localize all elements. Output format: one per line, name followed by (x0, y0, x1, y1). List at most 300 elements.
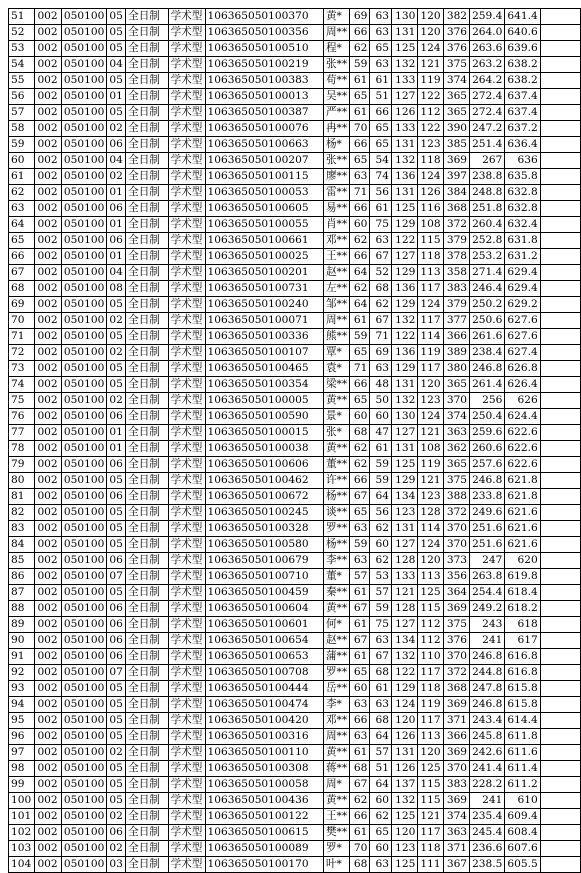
student-name-cell: 黄** (323, 393, 349, 409)
foreign-language-score-cell: 66 (370, 105, 392, 121)
subject-two-score-cell: 113 (418, 569, 443, 585)
retest-score-cell: 246.8 (470, 649, 505, 665)
politics-score-cell: 62 (350, 457, 370, 473)
politics-score-cell: 61 (350, 313, 370, 329)
direction-code-cell: 06 (107, 825, 126, 841)
row-index-cell: 95 (9, 713, 35, 729)
student-name-cell: 樊** (323, 825, 349, 841)
table-row (9, 185, 581, 201)
foreign-language-score-cell: 62 (370, 521, 392, 537)
subject-two-score-cell: 120 (418, 553, 443, 569)
final-total-cell: 638.2 (505, 73, 540, 89)
degree-type-cell: 学术型 (168, 393, 205, 409)
retest-score-cell: 249.6 (470, 505, 505, 521)
student-name-cell: 苟** (323, 73, 349, 89)
study-mode-cell: 全日制 (126, 713, 168, 729)
major-code-cell: 050100 (61, 841, 106, 857)
table-row (9, 89, 581, 105)
politics-score-cell: 66 (350, 377, 370, 393)
student-name-cell: 张** (323, 57, 349, 73)
foreign-language-score-cell: 63 (370, 9, 392, 25)
initial-total-cell: 370 (443, 537, 469, 553)
direction-code-cell: 02 (107, 745, 126, 761)
row-index-cell: 52 (9, 25, 35, 41)
politics-score-cell: 62 (350, 233, 370, 249)
politics-score-cell: 69 (350, 9, 370, 25)
subject-two-score-cell: 126 (418, 185, 443, 201)
student-name-cell: 蒲** (323, 649, 349, 665)
final-total-cell: 611.4 (505, 761, 540, 777)
study-mode-cell: 全日制 (126, 649, 168, 665)
remark-cell (540, 585, 580, 601)
study-mode-cell: 全日制 (126, 665, 168, 681)
study-mode-cell: 全日制 (126, 409, 168, 425)
major-code-cell: 050100 (61, 233, 106, 249)
table-row (9, 505, 581, 521)
direction-code-cell: 06 (107, 601, 126, 617)
degree-type-cell: 学术型 (168, 649, 205, 665)
degree-type-cell: 学术型 (168, 153, 205, 169)
study-mode-cell: 全日制 (126, 729, 168, 745)
remark-cell (540, 521, 580, 537)
remark-cell (540, 633, 580, 649)
foreign-language-score-cell: 63 (370, 697, 392, 713)
exam-number-cell: 106365050100606 (205, 457, 323, 473)
initial-total-cell: 369 (443, 153, 469, 169)
remark-cell (540, 233, 580, 249)
direction-code-cell: 06 (107, 201, 126, 217)
student-name-cell: 董** (323, 457, 349, 473)
remark-cell (540, 201, 580, 217)
row-index-cell: 81 (9, 489, 35, 505)
student-name-cell: 赵** (323, 633, 349, 649)
student-name-cell: 许** (323, 473, 349, 489)
retest-score-cell: 247.2 (470, 121, 505, 137)
initial-total-cell: 374 (443, 409, 469, 425)
foreign-language-score-cell: 60 (370, 841, 392, 857)
unit-code-cell: 002 (35, 745, 61, 761)
exam-number-cell: 106365050100328 (205, 521, 323, 537)
initial-total-cell: 369 (443, 745, 469, 761)
student-name-cell: 严** (323, 105, 349, 121)
study-mode-cell: 全日制 (126, 41, 168, 57)
subject-two-score-cell: 124 (418, 537, 443, 553)
table-row (9, 713, 581, 729)
subject-two-score-cell: 128 (418, 505, 443, 521)
retest-score-cell: 238.8 (470, 169, 505, 185)
major-code-cell: 050100 (61, 697, 106, 713)
final-total-cell: 632.4 (505, 217, 540, 233)
study-mode-cell: 全日制 (126, 361, 168, 377)
degree-type-cell: 学术型 (168, 665, 205, 681)
remark-cell (540, 713, 580, 729)
exam-number-cell: 106365050100510 (205, 41, 323, 57)
degree-type-cell: 学术型 (168, 553, 205, 569)
major-code-cell: 050100 (61, 617, 106, 633)
direction-code-cell: 02 (107, 809, 126, 825)
exam-number-cell: 106365050100370 (205, 9, 323, 25)
initial-total-cell: 383 (443, 281, 469, 297)
row-index-cell: 79 (9, 457, 35, 473)
initial-total-cell: 374 (443, 809, 469, 825)
politics-score-cell: 61 (350, 825, 370, 841)
foreign-language-score-cell: 63 (370, 57, 392, 73)
degree-type-cell: 学术型 (168, 441, 205, 457)
unit-code-cell: 002 (35, 137, 61, 153)
exam-number-cell: 106365050100474 (205, 697, 323, 713)
unit-code-cell: 002 (35, 553, 61, 569)
major-code-cell: 050100 (61, 361, 106, 377)
foreign-language-score-cell: 63 (370, 633, 392, 649)
row-index-cell: 87 (9, 585, 35, 601)
final-total-cell: 622.6 (505, 457, 540, 473)
politics-score-cell: 65 (350, 665, 370, 681)
subject-two-score-cell: 123 (418, 137, 443, 153)
retest-score-cell: 243 (470, 617, 505, 633)
major-code-cell: 050100 (61, 777, 106, 793)
major-code-cell: 050100 (61, 329, 106, 345)
degree-type-cell: 学术型 (168, 249, 205, 265)
row-index-cell: 59 (9, 137, 35, 153)
retest-score-cell: 241.4 (470, 761, 505, 777)
final-total-cell: 627.6 (505, 313, 540, 329)
subject-one-score-cell: 132 (391, 313, 417, 329)
study-mode-cell: 全日制 (126, 793, 168, 809)
subject-one-score-cell: 123 (391, 841, 417, 857)
subject-two-score-cell: 114 (418, 329, 443, 345)
remark-cell (540, 9, 580, 25)
exam-number-cell: 106365050100316 (205, 729, 323, 745)
subject-one-score-cell: 128 (391, 553, 417, 569)
major-code-cell: 050100 (61, 377, 106, 393)
direction-code-cell: 05 (107, 521, 126, 537)
subject-one-score-cell: 125 (391, 857, 417, 873)
unit-code-cell: 002 (35, 569, 61, 585)
politics-score-cell: 70 (350, 121, 370, 137)
unit-code-cell: 002 (35, 633, 61, 649)
major-code-cell: 050100 (61, 809, 106, 825)
exam-number-cell: 106365050100653 (205, 649, 323, 665)
subject-two-score-cell: 115 (418, 777, 443, 793)
final-total-cell: 618 (505, 617, 540, 633)
study-mode-cell: 全日制 (126, 393, 168, 409)
direction-code-cell: 08 (107, 281, 126, 297)
degree-type-cell: 学术型 (168, 713, 205, 729)
major-code-cell: 050100 (61, 729, 106, 745)
remark-cell (540, 473, 580, 489)
retest-score-cell: 254.4 (470, 585, 505, 601)
subject-one-score-cell: 136 (391, 345, 417, 361)
table-row (9, 57, 581, 73)
unit-code-cell: 002 (35, 473, 61, 489)
degree-type-cell: 学术型 (168, 281, 205, 297)
table-row (9, 745, 581, 761)
foreign-language-score-cell: 63 (370, 361, 392, 377)
student-name-cell: 岳** (323, 681, 349, 697)
study-mode-cell: 全日制 (126, 841, 168, 857)
direction-code-cell: 05 (107, 105, 126, 121)
final-total-cell: 627.6 (505, 329, 540, 345)
final-total-cell: 638.2 (505, 57, 540, 73)
initial-total-cell: 375 (443, 473, 469, 489)
table-row (9, 393, 581, 409)
subject-one-score-cell: 123 (391, 505, 417, 521)
exam-number-cell: 106365050100005 (205, 393, 323, 409)
study-mode-cell: 全日制 (126, 441, 168, 457)
foreign-language-score-cell: 54 (370, 153, 392, 169)
subject-two-score-cell: 122 (418, 121, 443, 137)
final-total-cell: 631.2 (505, 249, 540, 265)
exam-number-cell: 106365050100107 (205, 345, 323, 361)
final-total-cell: 635.8 (505, 169, 540, 185)
study-mode-cell: 全日制 (126, 537, 168, 553)
subject-two-score-cell: 124 (418, 297, 443, 313)
subject-one-score-cell: 132 (391, 649, 417, 665)
politics-score-cell: 65 (350, 393, 370, 409)
major-code-cell: 050100 (61, 601, 106, 617)
final-total-cell: 626.4 (505, 377, 540, 393)
direction-code-cell: 01 (107, 89, 126, 105)
table-body (9, 9, 581, 873)
exam-number-cell: 106365050100444 (205, 681, 323, 697)
foreign-language-score-cell: 56 (370, 505, 392, 521)
remark-cell (540, 25, 580, 41)
foreign-language-score-cell: 75 (370, 217, 392, 233)
retest-score-cell: 250.2 (470, 297, 505, 313)
study-mode-cell: 全日制 (126, 153, 168, 169)
student-name-cell: 罗** (323, 665, 349, 681)
row-index-cell: 88 (9, 601, 35, 617)
student-name-cell: 秦** (323, 585, 349, 601)
study-mode-cell: 全日制 (126, 217, 168, 233)
major-code-cell: 050100 (61, 41, 106, 57)
table-row (9, 857, 581, 873)
major-code-cell: 050100 (61, 489, 106, 505)
row-index-cell: 57 (9, 105, 35, 121)
study-mode-cell: 全日制 (126, 745, 168, 761)
remark-cell (540, 841, 580, 857)
retest-score-cell: 271.4 (470, 265, 505, 281)
politics-score-cell: 67 (350, 489, 370, 505)
politics-score-cell: 59 (350, 537, 370, 553)
study-mode-cell: 全日制 (126, 185, 168, 201)
major-code-cell: 050100 (61, 649, 106, 665)
initial-total-cell: 365 (443, 105, 469, 121)
unit-code-cell: 002 (35, 713, 61, 729)
student-name-cell: 易** (323, 201, 349, 217)
subject-one-score-cell: 132 (391, 153, 417, 169)
major-code-cell: 050100 (61, 713, 106, 729)
exam-number-cell: 106365050100071 (205, 313, 323, 329)
foreign-language-score-cell: 63 (370, 25, 392, 41)
exam-number-cell: 106365050100663 (205, 137, 323, 153)
initial-total-cell: 373 (443, 553, 469, 569)
major-code-cell: 050100 (61, 105, 106, 121)
remark-cell (540, 697, 580, 713)
initial-total-cell: 375 (443, 57, 469, 73)
row-index-cell: 77 (9, 425, 35, 441)
foreign-language-score-cell: 59 (370, 601, 392, 617)
direction-code-cell: 04 (107, 265, 126, 281)
subject-two-score-cell: 113 (418, 265, 443, 281)
table-row (9, 249, 581, 265)
unit-code-cell: 002 (35, 457, 61, 473)
final-total-cell: 621.6 (505, 505, 540, 521)
remark-cell (540, 601, 580, 617)
unit-code-cell: 002 (35, 617, 61, 633)
table-row (9, 649, 581, 665)
retest-score-cell: 245.8 (470, 729, 505, 745)
remark-cell (540, 297, 580, 313)
remark-cell (540, 153, 580, 169)
degree-type-cell: 学术型 (168, 777, 205, 793)
subject-one-score-cell: 129 (391, 361, 417, 377)
student-name-cell: 景* (323, 409, 349, 425)
exam-number-cell: 106365050100076 (205, 121, 323, 137)
table-row (9, 409, 581, 425)
subject-one-score-cell: 125 (391, 41, 417, 57)
study-mode-cell: 全日制 (126, 57, 168, 73)
final-total-cell: 615.8 (505, 681, 540, 697)
exam-number-cell: 106365050100661 (205, 233, 323, 249)
remark-cell (540, 73, 580, 89)
exam-number-cell: 106365050100601 (205, 617, 323, 633)
politics-score-cell: 65 (350, 153, 370, 169)
unit-code-cell: 002 (35, 41, 61, 57)
degree-type-cell: 学术型 (168, 137, 205, 153)
degree-type-cell: 学术型 (168, 329, 205, 345)
major-code-cell: 050100 (61, 825, 106, 841)
study-mode-cell: 全日制 (126, 521, 168, 537)
retest-score-cell: 246.8 (470, 697, 505, 713)
subject-one-score-cell: 120 (391, 713, 417, 729)
study-mode-cell: 全日制 (126, 9, 168, 25)
row-index-cell: 56 (9, 89, 35, 105)
subject-one-score-cell: 125 (391, 457, 417, 473)
retest-score-cell: 264.2 (470, 73, 505, 89)
foreign-language-score-cell: 61 (370, 681, 392, 697)
major-code-cell: 050100 (61, 473, 106, 489)
final-total-cell: 611.6 (505, 745, 540, 761)
direction-code-cell: 06 (107, 137, 126, 153)
initial-total-cell: 377 (443, 313, 469, 329)
direction-code-cell: 05 (107, 25, 126, 41)
subject-two-score-cell: 120 (418, 377, 443, 393)
student-name-cell: 周** (323, 313, 349, 329)
table-row (9, 681, 581, 697)
politics-score-cell: 61 (350, 649, 370, 665)
final-total-cell: 617 (505, 633, 540, 649)
final-total-cell: 626.8 (505, 361, 540, 377)
politics-score-cell: 63 (350, 729, 370, 745)
politics-score-cell: 66 (350, 473, 370, 489)
major-code-cell: 050100 (61, 313, 106, 329)
remark-cell (540, 313, 580, 329)
subject-one-score-cell: 127 (391, 89, 417, 105)
retest-score-cell: 246.8 (470, 473, 505, 489)
initial-total-cell: 379 (443, 297, 469, 313)
row-index-cell: 71 (9, 329, 35, 345)
direction-code-cell: 05 (107, 729, 126, 745)
foreign-language-score-cell: 57 (370, 585, 392, 601)
degree-type-cell: 学术型 (168, 41, 205, 57)
remark-cell (540, 729, 580, 745)
table-row (9, 601, 581, 617)
study-mode-cell: 全日制 (126, 105, 168, 121)
retest-score-cell: 228.2 (470, 777, 505, 793)
unit-code-cell: 002 (35, 233, 61, 249)
degree-type-cell: 学术型 (168, 201, 205, 217)
politics-score-cell: 71 (350, 185, 370, 201)
table-row (9, 697, 581, 713)
unit-code-cell: 002 (35, 585, 61, 601)
table-row (9, 297, 581, 313)
unit-code-cell: 002 (35, 169, 61, 185)
row-index-cell: 93 (9, 681, 35, 697)
retest-score-cell: 233.8 (470, 489, 505, 505)
row-index-cell: 91 (9, 649, 35, 665)
row-index-cell: 73 (9, 361, 35, 377)
row-index-cell: 94 (9, 697, 35, 713)
row-index-cell: 72 (9, 345, 35, 361)
row-index-cell: 97 (9, 745, 35, 761)
subject-two-score-cell: 117 (418, 361, 443, 377)
initial-total-cell: 365 (443, 377, 469, 393)
study-mode-cell: 全日制 (126, 857, 168, 873)
unit-code-cell: 002 (35, 777, 61, 793)
major-code-cell: 050100 (61, 761, 106, 777)
degree-type-cell: 学术型 (168, 121, 205, 137)
subject-two-score-cell: 118 (418, 249, 443, 265)
direction-code-cell: 06 (107, 409, 126, 425)
exam-number-cell: 106365050100219 (205, 57, 323, 73)
retest-score-cell: 257.6 (470, 457, 505, 473)
subject-two-score-cell: 115 (418, 233, 443, 249)
subject-one-score-cell: 131 (391, 137, 417, 153)
initial-total-cell: 368 (443, 681, 469, 697)
study-mode-cell: 全日制 (126, 601, 168, 617)
major-code-cell: 050100 (61, 201, 106, 217)
foreign-language-score-cell: 50 (370, 393, 392, 409)
subject-two-score-cell: 124 (418, 409, 443, 425)
final-total-cell: 621.8 (505, 489, 540, 505)
subject-two-score-cell: 108 (418, 217, 443, 233)
initial-total-cell: 363 (443, 425, 469, 441)
subject-one-score-cell: 129 (391, 217, 417, 233)
major-code-cell: 050100 (61, 745, 106, 761)
study-mode-cell: 全日制 (126, 457, 168, 473)
degree-type-cell: 学术型 (168, 313, 205, 329)
politics-score-cell: 67 (350, 633, 370, 649)
subject-two-score-cell: 111 (418, 857, 443, 873)
retest-score-cell: 259.4 (470, 9, 505, 25)
degree-type-cell: 学术型 (168, 489, 205, 505)
foreign-language-score-cell: 65 (370, 41, 392, 57)
major-code-cell: 050100 (61, 265, 106, 281)
row-index-cell: 85 (9, 553, 35, 569)
subject-two-score-cell: 112 (418, 633, 443, 649)
table-row (9, 585, 581, 601)
study-mode-cell: 全日制 (126, 553, 168, 569)
direction-code-cell: 05 (107, 681, 126, 697)
subject-two-score-cell: 117 (418, 313, 443, 329)
major-code-cell: 050100 (61, 393, 106, 409)
subject-one-score-cell: 127 (391, 617, 417, 633)
retest-score-cell: 238.4 (470, 345, 505, 361)
major-code-cell: 050100 (61, 73, 106, 89)
politics-score-cell: 60 (350, 217, 370, 233)
subject-two-score-cell: 120 (418, 25, 443, 41)
